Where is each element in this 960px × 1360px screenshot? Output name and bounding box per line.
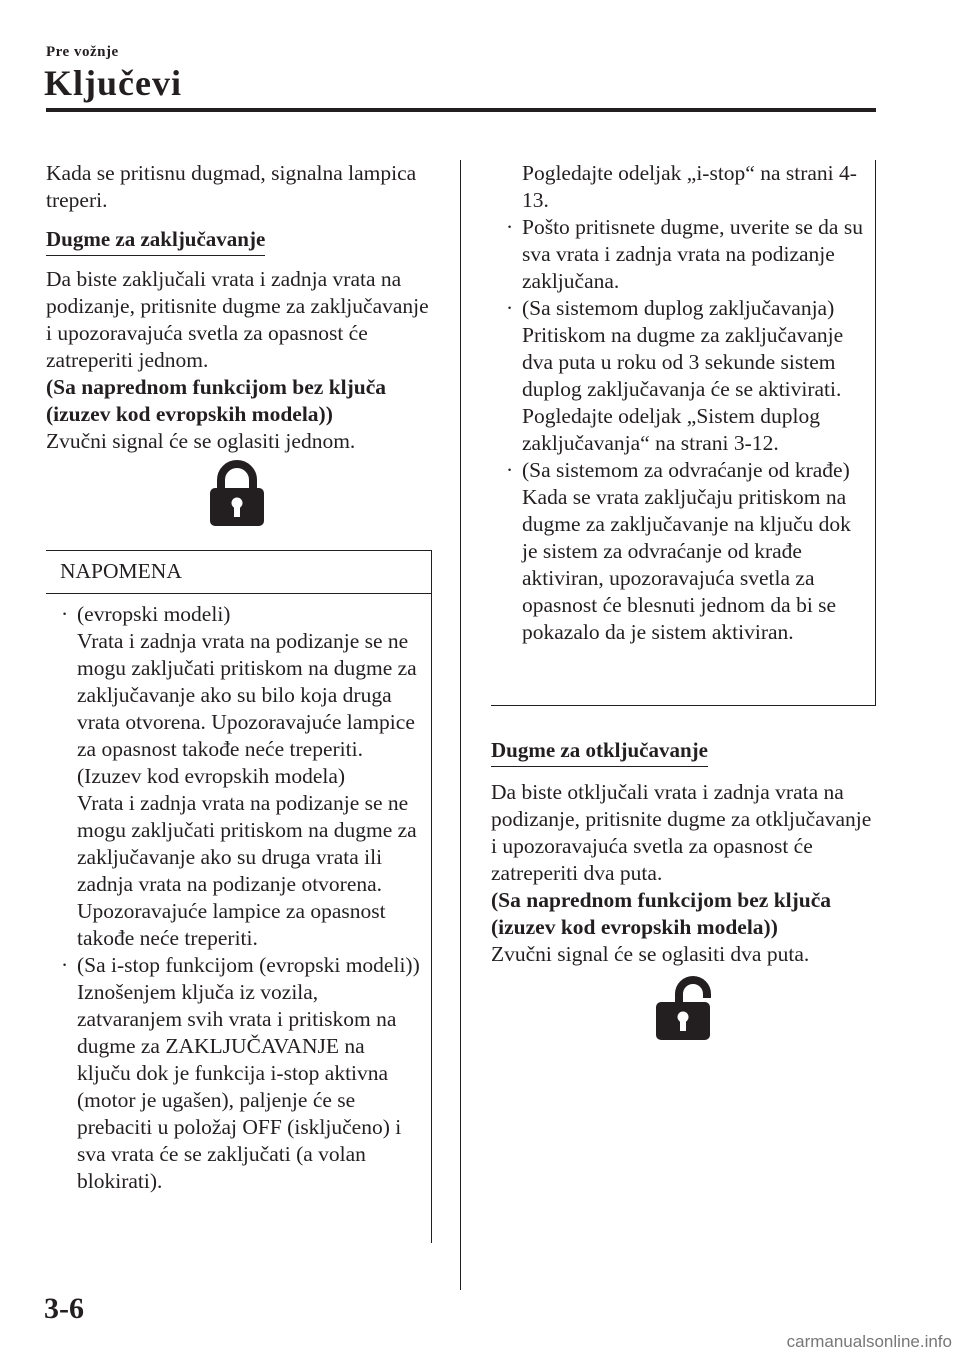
bullet: · (506, 458, 514, 482)
note-item (58, 952, 423, 1195)
lock-heading: Dugme za zaključavanje (46, 226, 265, 256)
bullet: · (61, 602, 69, 626)
note-item-text: Vrata i zadnja vrata na podizanje se ne mogu zaključati pritiskom na dugme za zaključavanje ako su bilo koja druga vrata otvorena. Upozoravajuće lampice za opasnost takođe neće treperiti. (77, 629, 417, 761)
note-item (503, 214, 868, 295)
note-title: NAPOMENA (60, 559, 182, 583)
note-item-text: Pošto pritisnete dugme, uverite se da su sva vrata i zadnja vrata na podizanje zaključana. (522, 215, 863, 293)
note-box (46, 550, 432, 1243)
note-item-head: (Sa sistemom za odvraćanje od krađe) (522, 458, 850, 482)
left-column (46, 160, 432, 455)
title-rule (46, 108, 876, 112)
page-number: 3-6 (44, 1292, 84, 1325)
section-label: Pre vožnje (46, 44, 119, 60)
watermark: carmanualsonline.info (786, 1332, 952, 1351)
note-continued-text: Pogledajte odeljak „i-stop“ na strani 4-13. (522, 161, 857, 212)
lock-text: Da biste zaključali vrata i zadnja vrata na podizanje, pritisnite dugme za zaključavanje i upozoravajuća svetla za opasnost će zatreperiti jednom. (46, 267, 429, 372)
note-item-head: (evropski modeli) (77, 602, 231, 626)
note-item (503, 295, 868, 457)
note-continued-body (503, 160, 868, 646)
note-item-head: (Sa i-stop funkcijom (evropski modeli)) (77, 953, 420, 977)
unlock-text: Da biste otključali vrata i zadnja vrata na podizanje, pritisnite dugme za otključavanje i upozoravajuća svetla za opasnost će zatreperiti dva puta. (491, 780, 872, 885)
note-item (503, 457, 868, 646)
unlock-sound-text: Zvučni signal će se oglasiti dva puta. (491, 942, 810, 966)
intro-text: Kada se pritisnu dugmad, signalna lampica treperi. (46, 161, 417, 212)
locked-padlock-icon (208, 458, 266, 528)
bullet: · (61, 953, 69, 977)
note-box-continued (491, 160, 876, 706)
unlock-heading: Dugme za otključavanje (491, 737, 708, 767)
note-item (58, 601, 423, 952)
note-body (58, 601, 423, 1195)
note-item-subhead: (Izuzev kod evropskih modela) (77, 764, 346, 788)
note-item-subtext: Vrata i zadnja vrata na podizanje se ne mogu zaključati pritiskom na dugme za zaključavanje ako su druga vrata ili zadnja vrata na podizanje otvorena. Upozoravajuće lampice za opasnost takođe neće treperiti. (77, 791, 417, 950)
note-item-text: Pritiskom na dugme za zaključavanje dva puta u roku od 3 sekunde sistem duplog zaključavanja će se aktivirati. Pogledajte odeljak „Sistem duplog zaključavanja“ na strani 3-12. (522, 323, 844, 455)
chapter-title: Ključevi (44, 63, 182, 103)
unlock-section (491, 737, 877, 968)
unlocked-padlock-icon (654, 972, 714, 1042)
note-item-text: Kada se vrata zaključaju pritiskom na dugme za zaključavanje na ključu dok je sistem za odvraćanje od krađe aktiviran, upozoravajuća svetla za opasnost će blesnuti jednom da bi se pokazalo da je sistem aktiviran. (522, 485, 851, 644)
column-divider (460, 160, 461, 1290)
lock-condition: (Sa naprednom funkcijom bez ključa (izuzev kod evropskih modela)) (46, 375, 387, 426)
note-item-head: (Sa sistemom duplog zaključavanja) (522, 296, 835, 320)
bullet: · (506, 215, 514, 239)
unlock-condition: (Sa naprednom funkcijom bez ključa (izuzev kod evropskih modela)) (491, 888, 832, 939)
note-rule (46, 593, 431, 594)
lock-sound-text: Zvučni signal će se oglasiti jednom. (46, 429, 356, 453)
note-item-text: Iznošenjem ključa iz vozila, zatvaranjem svih vrata i pritiskom na dugme za ZAKLJUČAVANJE na ključu dok je funkcija i-stop aktivna (motor je ugašen), paljenje će se prebaciti u položaj OFF (isključeno) i sva vrata će se zaključati (a volan blokirati). (77, 980, 402, 1193)
bullet: · (506, 296, 514, 320)
